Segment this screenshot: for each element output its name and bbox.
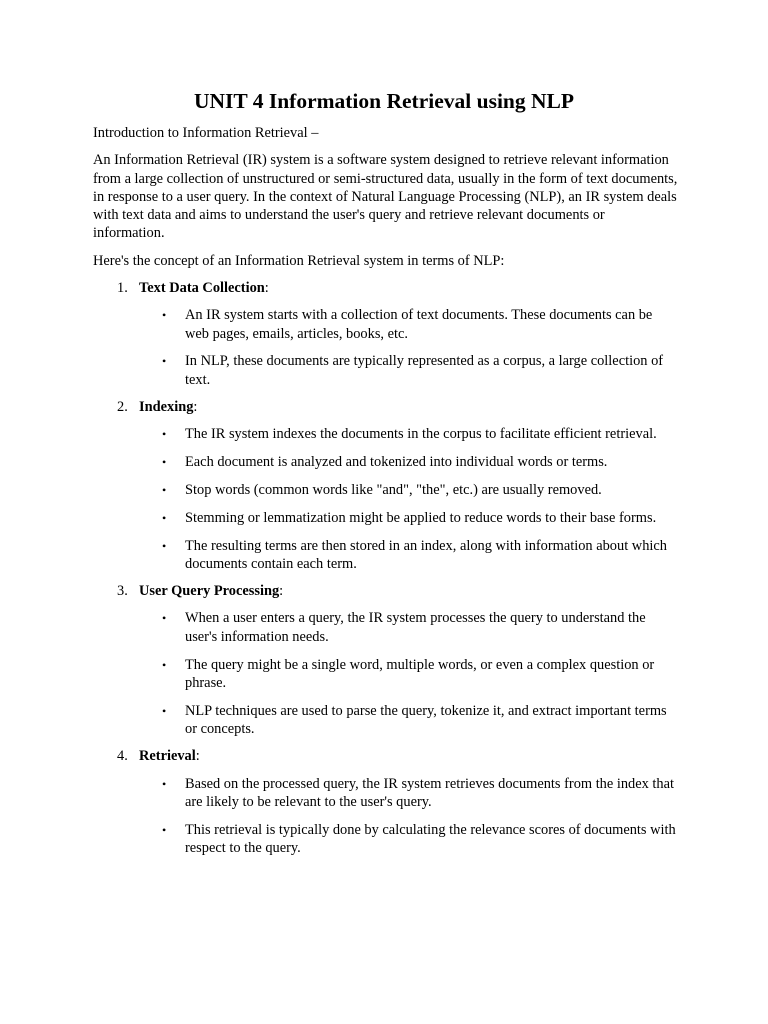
- bullet-list: [93, 425, 678, 573]
- intro-paragraph: An Information Retrieval (IR) system is a software system designed to retrieve relevant information from a large collection of unstructured or semi-structured data, usually in the form of text documents, in response to a user query. In the context of Natural Language Processing (NLP), an IR system deals with text data and aims to understand the user's query and retrieve relevant documents or information.: [93, 152, 678, 242]
- bullet-item: [93, 481, 678, 499]
- section-number: 3.: [117, 583, 128, 600]
- bullet-dot-icon: •: [162, 354, 167, 369]
- bullet-text: Based on the processed query, the IR system retrieves documents from the index that are likely to be relevant to the user's query.: [185, 775, 675, 810]
- bullet-text: The IR system indexes the documents in the corpus to facilitate efficient retrieval.: [185, 426, 657, 443]
- bullet-item: [93, 821, 678, 858]
- bullet-item: [93, 352, 678, 389]
- intro-heading: Introduction to Information Retrieval –: [93, 125, 319, 141]
- bullet-item: [93, 306, 678, 343]
- bullet-item: [93, 775, 678, 812]
- section-title: User Query Processing: [139, 583, 280, 600]
- bullet-dot-icon: •: [162, 510, 167, 525]
- bullet-text: An IR system starts with a collection of text documents. These documents can be web pages, emails, articles, books, etc.: [185, 307, 653, 342]
- section-item: [93, 582, 678, 738]
- section-heading: [93, 279, 678, 297]
- section-title-colon: :: [193, 399, 198, 416]
- section-heading: [93, 398, 678, 416]
- bullet-item: [93, 509, 678, 527]
- bullet-list: [93, 609, 678, 738]
- section-number: 2.: [117, 399, 128, 416]
- section-heading: [93, 747, 678, 765]
- concept-line: Here's the concept of an Information Retrieval system in terms of NLP:: [93, 252, 505, 269]
- section-title: Indexing: [139, 399, 194, 416]
- section-title: Retrieval: [139, 748, 196, 765]
- sections-list: [93, 279, 678, 857]
- section-title-colon: :: [195, 748, 200, 765]
- section-heading: [93, 582, 678, 600]
- section-title: Text Data Collection: [139, 280, 265, 297]
- bullet-dot-icon: •: [162, 455, 167, 470]
- bullet-item: [93, 609, 678, 646]
- bullet-item: [93, 537, 678, 574]
- section-title-colon: :: [279, 583, 284, 600]
- page-title: UNIT 4 Information Retrieval using NLP: [193, 89, 575, 113]
- section-number: 4.: [117, 748, 128, 765]
- bullet-text: NLP techniques are used to parse the query, tokenize it, and extract important terms or concepts.: [185, 702, 667, 737]
- section-item: [93, 747, 678, 857]
- bullet-item: [93, 656, 678, 693]
- bullet-dot-icon: •: [162, 657, 167, 672]
- bullet-text: Stemming or lemmatization might be applied to reduce words to their base forms.: [185, 509, 657, 526]
- bullet-dot-icon: •: [162, 776, 167, 791]
- bullet-list: [93, 306, 678, 389]
- document-page: [93, 88, 678, 866]
- bullet-dot-icon: •: [162, 308, 167, 323]
- bullet-text: The resulting terms are then stored in an index, along with information about which documents contain each term.: [185, 537, 667, 572]
- bullet-list: [93, 775, 678, 858]
- bullet-text: Each document is analyzed and tokenized into individual words or terms.: [185, 454, 608, 471]
- bullet-text: This retrieval is typically done by calculating the relevance scores of documents with respect to the query.: [185, 821, 676, 856]
- section-item: [93, 398, 678, 573]
- bullet-item: [93, 425, 678, 443]
- bullet-text: When a user enters a query, the IR system processes the query to understand the user's information needs.: [185, 610, 646, 645]
- bullet-dot-icon: •: [162, 427, 167, 442]
- bullet-text: Stop words (common words like "and", "the", etc.) are usually removed.: [185, 481, 602, 498]
- bullet-text: The query might be a single word, multiple words, or even a complex question or phrase.: [185, 656, 655, 691]
- bullet-dot-icon: •: [162, 703, 167, 718]
- bullet-item: [93, 453, 678, 471]
- bullet-text: In NLP, these documents are typically represented as a corpus, a large collection of text.: [185, 353, 664, 388]
- section-number: 1.: [117, 280, 128, 297]
- bullet-dot-icon: •: [162, 538, 167, 553]
- section-item: [93, 279, 678, 389]
- bullet-dot-icon: •: [162, 822, 167, 837]
- section-title-colon: :: [264, 280, 269, 297]
- bullet-item: [93, 702, 678, 739]
- bullet-dot-icon: •: [162, 482, 167, 497]
- bullet-dot-icon: •: [162, 611, 167, 626]
